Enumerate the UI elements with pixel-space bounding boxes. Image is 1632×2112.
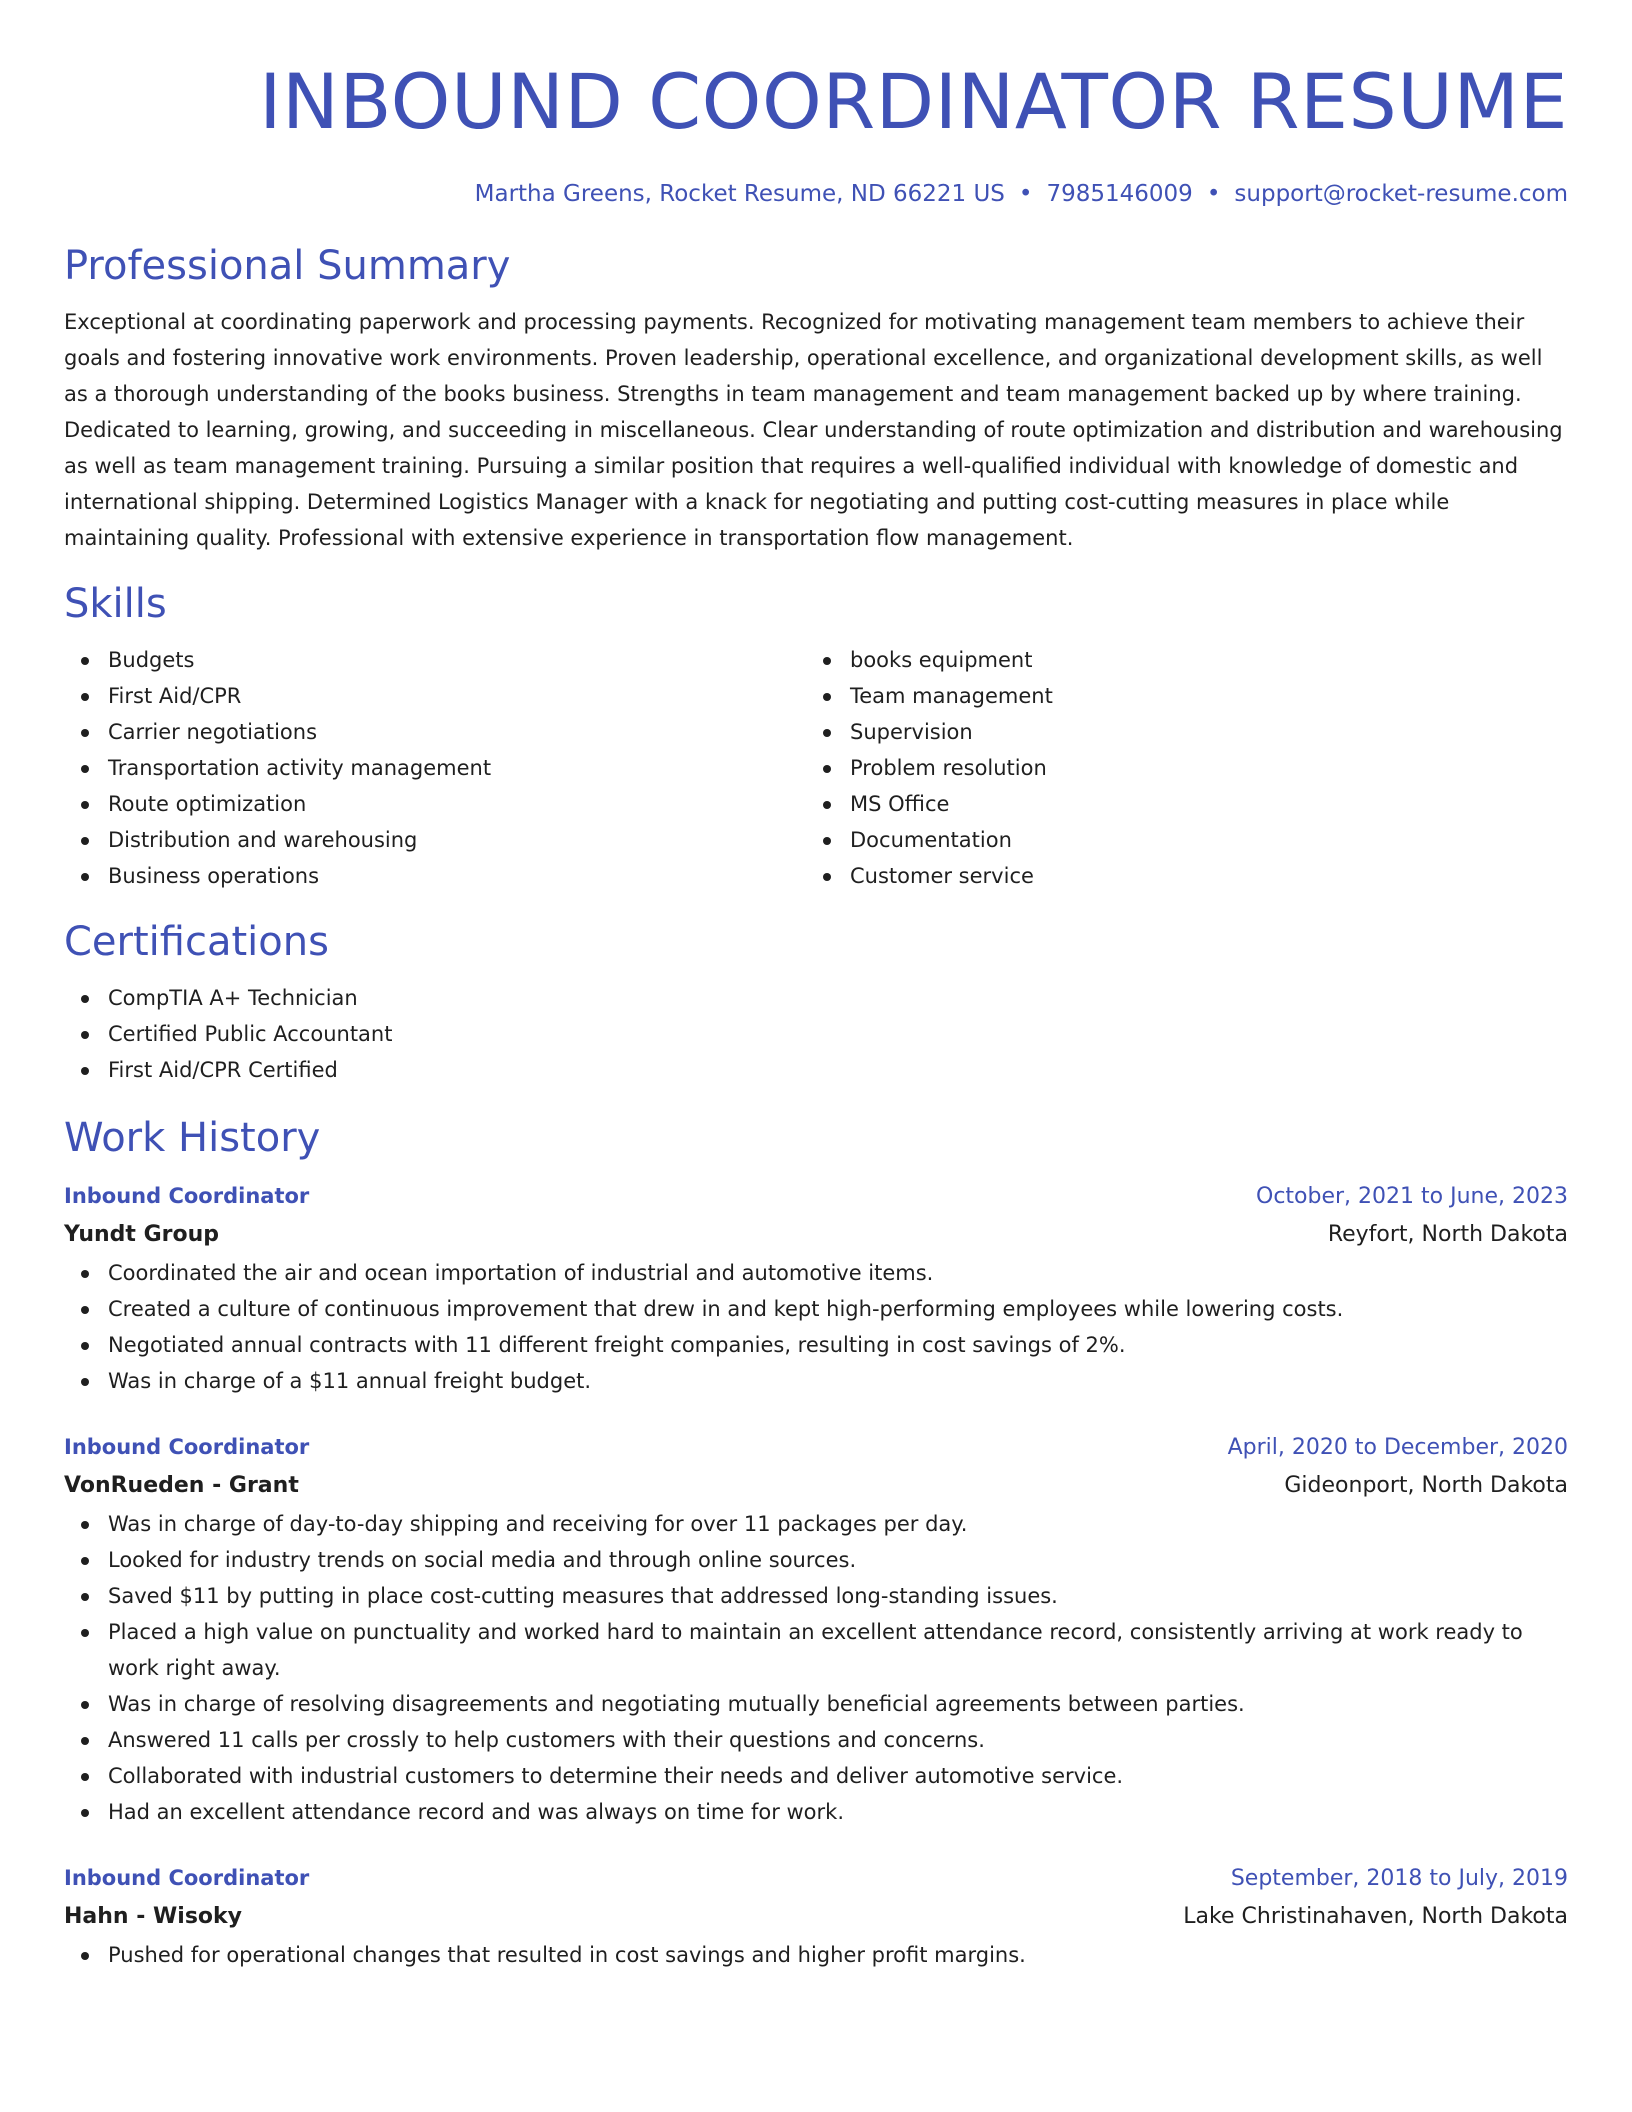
- skills-heading: Skills: [64, 581, 167, 627]
- skills-column-right: [806, 642, 1548, 894]
- job-bullets: [64, 1506, 1568, 1830]
- job-bullet: Was in charge of resolving disagreements and negotiating mutually beneficial agreements between parties.: [64, 1686, 1568, 1722]
- summary-text: Exceptional at coordinating paperwork and processing payments. Recognized for motivating management team members to achieve their goals and fostering innovative work environments. Proven leadership, operational excellence, and organizational development skills, as well as a thorough understanding of the books business. Strengths in team management and team management backed up by where training. Dedicated to learning, growing, and succeeding in miscellaneous. Clear understanding of route optimization and distribution and warehousing as well as team management training. Pursuing a similar position that requires a well-qualified individual with knowledge of domestic and international shipping. Determined Logistics Manager with a knack for negotiating and putting cost-cutting measures in place while maintaining quality. Professional with extensive experience in transportation flow management.: [64, 310, 1563, 550]
- job-bullet: Had an excellent attendance record and was always on time for work.: [64, 1794, 1568, 1830]
- skill-item: Business operations: [64, 858, 806, 894]
- summary-heading: Professional Summary: [64, 243, 511, 289]
- job-title: Inbound Coordinator: [64, 1866, 310, 1890]
- job-entry: [64, 1178, 1568, 1399]
- job-subheader: [64, 1215, 1568, 1255]
- job-bullet: Created a culture of continuous improvement that drew in and kept high-performing employees while lowering costs.: [64, 1291, 1568, 1327]
- job-bullet: Pushed for operational changes that resulted in cost savings and higher profit margins.: [64, 1937, 1568, 1973]
- skill-item: Carrier negotiations: [64, 714, 806, 750]
- job-dates: April, 2020 to December, 2020: [1227, 1435, 1568, 1460]
- job-location: Lake Christinahaven, North Dakota: [1183, 1904, 1568, 1929]
- job-header: [64, 1429, 1568, 1466]
- contact-separator: •: [1018, 181, 1033, 207]
- skill-item: books equipment: [806, 642, 1548, 678]
- job-header: [64, 1178, 1568, 1215]
- job-bullets: [64, 1937, 1568, 1973]
- skills-list: [64, 642, 1568, 894]
- skill-item: Supervision: [806, 714, 1548, 750]
- job-title: Inbound Coordinator: [64, 1184, 310, 1208]
- skill-item: MS Office: [806, 786, 1548, 822]
- resume-title: INBOUND COORDINATOR RESUME: [259, 57, 1568, 146]
- skill-item: Customer service: [806, 858, 1548, 894]
- job-bullet: Answered 11 calls per crossly to help customers with their questions and concerns.: [64, 1722, 1568, 1758]
- work-history-heading: Work History: [64, 1115, 321, 1161]
- resume-page: [64, 0, 1568, 1973]
- certifications-list: [64, 980, 1568, 1088]
- job-bullet: Looked for industry trends on social media and through online sources.: [64, 1542, 1568, 1578]
- contact-address: Martha Greens, Rocket Resume, ND 66221 US: [474, 181, 1005, 207]
- contact-phone: 7985146009: [1046, 181, 1193, 207]
- job-bullet: Placed a high value on punctuality and worked hard to maintain an excellent attendance record, consistently arriving at work ready to work right away.: [64, 1614, 1568, 1686]
- skill-item: First Aid/CPR: [64, 678, 806, 714]
- contact-line: [64, 178, 1568, 210]
- job-dates: September, 2018 to July, 2019: [1230, 1866, 1568, 1891]
- company-name: Hahn - Wisoky: [64, 1904, 243, 1929]
- job-bullet: Was in charge of a $11 annual freight budget.: [64, 1363, 1568, 1399]
- job-bullets: [64, 1255, 1568, 1399]
- company-name: Yundt Group: [64, 1222, 220, 1247]
- contact-email: support@rocket-resume.com: [1234, 181, 1568, 207]
- job-entry: [64, 1860, 1568, 1973]
- job-location: Reyfort, North Dakota: [1327, 1222, 1568, 1247]
- skill-item: Problem resolution: [806, 750, 1548, 786]
- certification-item: First Aid/CPR Certified: [64, 1052, 1568, 1088]
- job-dates: October, 2021 to June, 2023: [1256, 1184, 1568, 1209]
- job-bullet: Was in charge of day-to-day shipping and receiving for over 11 packages per day.: [64, 1506, 1568, 1542]
- job-bullet: Collaborated with industrial customers to determine their needs and deliver automotive service.: [64, 1758, 1568, 1794]
- certification-item: Certified Public Accountant: [64, 1016, 1568, 1052]
- skill-item: Transportation activity management: [64, 750, 806, 786]
- skills-column-left: [64, 642, 806, 894]
- job-subheader: [64, 1466, 1568, 1506]
- job-bullet: Saved $11 by putting in place cost-cutting measures that addressed long-standing issues.: [64, 1578, 1568, 1614]
- job-title: Inbound Coordinator: [64, 1435, 310, 1459]
- job-location: Gideonport, North Dakota: [1284, 1473, 1568, 1498]
- certifications-heading: Certifications: [64, 919, 329, 965]
- job-bullet: Negotiated annual contracts with 11 different freight companies, resulting in cost savings of 2%.: [64, 1327, 1568, 1363]
- certification-item: CompTIA A+ Technician: [64, 980, 1568, 1016]
- skill-item: Budgets: [64, 642, 806, 678]
- skill-item: Distribution and warehousing: [64, 822, 806, 858]
- job-header: [64, 1860, 1568, 1897]
- contact-separator: •: [1206, 181, 1221, 207]
- job-subheader: [64, 1897, 1568, 1937]
- job-entry: [64, 1429, 1568, 1830]
- job-bullet: Coordinated the air and ocean importation of industrial and automotive items.: [64, 1255, 1568, 1291]
- skill-item: Team management: [806, 678, 1548, 714]
- skill-item: Documentation: [806, 822, 1548, 858]
- skill-item: Route optimization: [64, 786, 806, 822]
- company-name: VonRueden - Grant: [64, 1473, 299, 1498]
